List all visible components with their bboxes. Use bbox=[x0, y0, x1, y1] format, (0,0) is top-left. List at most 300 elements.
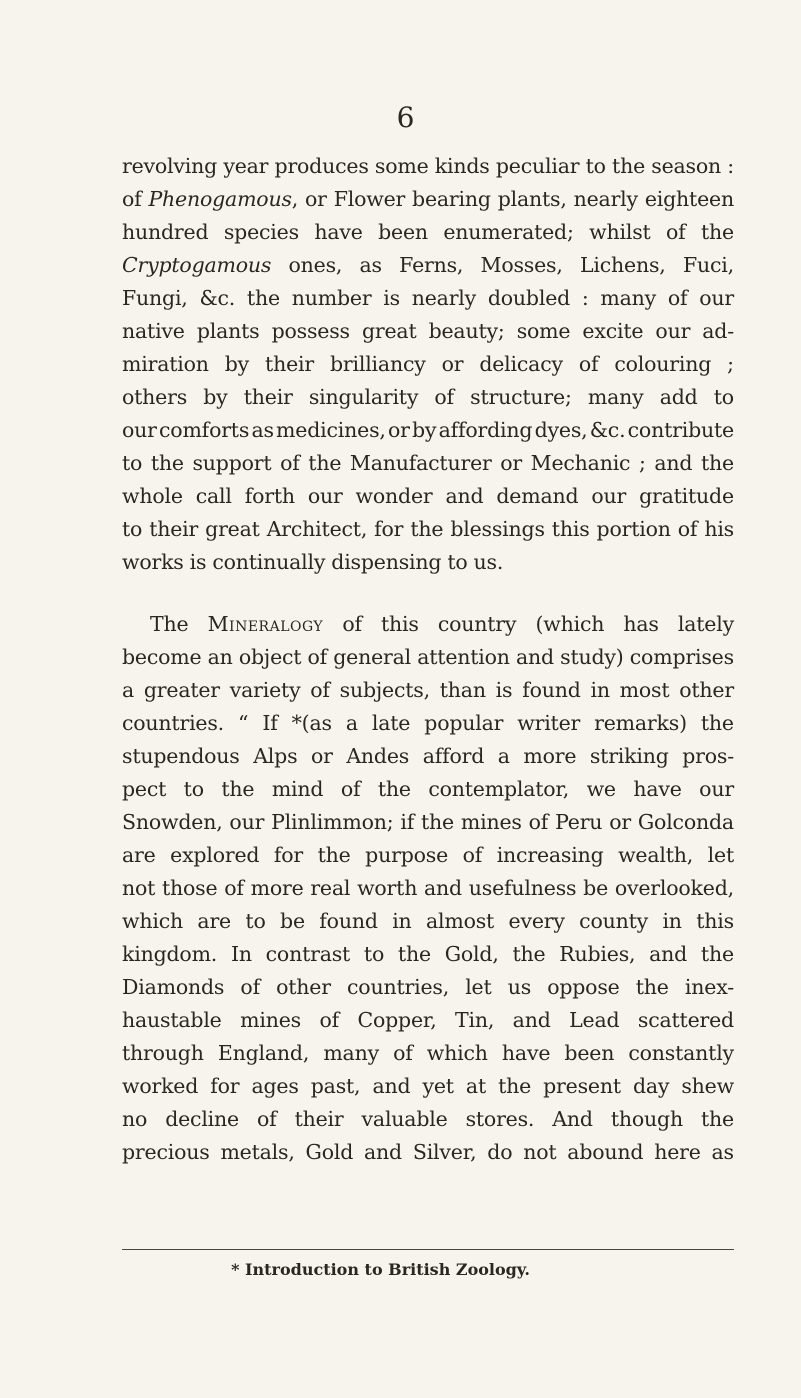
word: as bbox=[359, 253, 382, 277]
word: add bbox=[659, 385, 698, 409]
word: structure; bbox=[470, 385, 572, 409]
text-line bbox=[122, 1103, 734, 1136]
word: this bbox=[551, 517, 590, 541]
word: have bbox=[501, 1041, 551, 1065]
text-line bbox=[122, 447, 734, 480]
word: an bbox=[207, 645, 233, 669]
word: the bbox=[612, 154, 646, 178]
word: of bbox=[462, 843, 483, 867]
word: are bbox=[122, 843, 156, 867]
word: call bbox=[195, 484, 232, 508]
word: Manufacturer bbox=[349, 451, 492, 475]
word: the bbox=[377, 777, 411, 801]
word: comforts bbox=[159, 418, 250, 442]
word: of bbox=[122, 187, 142, 211]
word: and bbox=[364, 1140, 402, 1164]
word: produces bbox=[274, 154, 369, 178]
word: Fuci, bbox=[682, 253, 734, 277]
word: Silver, bbox=[412, 1140, 477, 1164]
word: (which bbox=[535, 612, 605, 636]
word: our bbox=[307, 484, 343, 508]
word: the bbox=[700, 451, 734, 475]
word: the bbox=[397, 942, 431, 966]
word: the bbox=[635, 975, 669, 999]
word: dyes, bbox=[534, 418, 588, 442]
word: or bbox=[305, 187, 327, 211]
word: comprises bbox=[629, 645, 734, 669]
word: past, bbox=[310, 1074, 361, 1098]
text-line bbox=[122, 608, 734, 641]
word: Tin, bbox=[455, 1008, 495, 1032]
word: Alps bbox=[253, 744, 298, 768]
word: attention bbox=[417, 645, 510, 669]
word: to bbox=[585, 154, 606, 178]
word: medicines, bbox=[276, 418, 386, 442]
text-line bbox=[122, 480, 734, 513]
word: Rubies, bbox=[559, 942, 636, 966]
word: yet bbox=[422, 1074, 454, 1098]
word: many bbox=[600, 286, 657, 310]
word: and bbox=[512, 1008, 551, 1032]
text-line bbox=[122, 806, 734, 839]
text-line bbox=[122, 183, 734, 216]
footnote-rule bbox=[122, 1249, 734, 1250]
word: contribute bbox=[627, 418, 734, 442]
word: found bbox=[319, 909, 378, 933]
word: of bbox=[319, 1008, 339, 1032]
word: contrast bbox=[265, 942, 351, 966]
word: Lead bbox=[569, 1008, 620, 1032]
word: lately bbox=[677, 612, 734, 636]
word: the bbox=[700, 220, 734, 244]
word: ; bbox=[727, 352, 734, 376]
word: and bbox=[649, 942, 688, 966]
word: Mineralogy bbox=[207, 612, 324, 636]
word: purpose bbox=[365, 843, 449, 867]
word: of bbox=[578, 352, 599, 376]
word: of bbox=[528, 810, 549, 834]
word: and bbox=[372, 1074, 411, 1098]
word: almost bbox=[425, 909, 495, 933]
word: afford bbox=[422, 744, 485, 768]
word: do bbox=[487, 1140, 513, 1164]
word: to bbox=[363, 942, 385, 966]
word: pros- bbox=[682, 744, 734, 768]
word: or bbox=[609, 810, 631, 834]
word: Architect, bbox=[266, 517, 368, 541]
word: And bbox=[552, 1107, 593, 1131]
word: support bbox=[192, 451, 272, 475]
word: some bbox=[374, 154, 429, 178]
word: which bbox=[122, 909, 183, 933]
word: us. bbox=[473, 550, 504, 574]
word: eighteen bbox=[644, 187, 734, 211]
word: county bbox=[579, 909, 649, 933]
word: in bbox=[662, 909, 682, 933]
word: plants bbox=[196, 319, 260, 343]
word: our bbox=[229, 810, 265, 834]
word: for bbox=[374, 517, 404, 541]
word: hundred bbox=[122, 220, 209, 244]
word: the bbox=[701, 1107, 734, 1131]
word: more bbox=[250, 876, 304, 900]
word: beauty; bbox=[428, 319, 505, 343]
word: Gold bbox=[305, 1140, 354, 1164]
word: of bbox=[280, 451, 300, 475]
word: Flower bbox=[333, 187, 406, 211]
word: valuable bbox=[361, 1107, 448, 1131]
word: have bbox=[314, 220, 363, 244]
word: oppose bbox=[547, 975, 620, 999]
word: If bbox=[262, 711, 278, 735]
word: study) bbox=[560, 645, 624, 669]
word: *(as bbox=[291, 711, 332, 735]
word: their bbox=[294, 1107, 344, 1131]
word: for bbox=[210, 1074, 240, 1098]
word: our bbox=[699, 777, 734, 801]
word: usefulness bbox=[468, 876, 577, 900]
word: Golconda bbox=[637, 810, 734, 834]
word: others bbox=[122, 385, 188, 409]
word: striking bbox=[589, 744, 669, 768]
word: ones, bbox=[288, 253, 343, 277]
word: their bbox=[149, 517, 199, 541]
word: or bbox=[387, 418, 410, 442]
word: other bbox=[679, 678, 734, 702]
word: countries. bbox=[122, 711, 224, 735]
word: inex- bbox=[684, 975, 734, 999]
word: blessings bbox=[450, 517, 545, 541]
word: metals, bbox=[220, 1140, 295, 1164]
word: Phenogamous, bbox=[148, 187, 299, 211]
word: of bbox=[224, 876, 244, 900]
word: scattered bbox=[637, 1008, 734, 1032]
text-line bbox=[122, 150, 734, 183]
word: affording bbox=[438, 418, 533, 442]
word: the bbox=[150, 451, 184, 475]
word: no bbox=[122, 1107, 148, 1131]
word: Andes bbox=[346, 744, 410, 768]
footnote: * Introduction to British Zoology. bbox=[231, 1260, 530, 1279]
word: not bbox=[523, 1140, 557, 1164]
word: great bbox=[361, 319, 417, 343]
word: gratitude bbox=[639, 484, 734, 508]
word: possess bbox=[271, 319, 350, 343]
word: miration bbox=[122, 352, 209, 376]
word: most bbox=[619, 678, 670, 702]
word: portion bbox=[596, 517, 671, 541]
word: the bbox=[700, 942, 734, 966]
word: the bbox=[410, 517, 444, 541]
word: variety bbox=[229, 678, 301, 702]
text-line bbox=[122, 249, 734, 282]
word: Plinlimmon; bbox=[271, 810, 394, 834]
word: his bbox=[704, 517, 734, 541]
word: explored bbox=[170, 843, 260, 867]
word: is bbox=[495, 678, 513, 702]
word: colouring bbox=[614, 352, 712, 376]
word: stores. bbox=[465, 1107, 535, 1131]
word: than bbox=[439, 678, 486, 702]
word: our bbox=[655, 319, 691, 343]
word: Diamonds bbox=[122, 975, 225, 999]
word: country bbox=[437, 612, 517, 636]
word: to bbox=[122, 517, 143, 541]
word: kinds bbox=[434, 154, 490, 178]
word: brilliancy bbox=[329, 352, 426, 376]
word: contemplator, bbox=[428, 777, 570, 801]
word: this bbox=[380, 612, 419, 636]
word: mines bbox=[460, 810, 522, 834]
text-line bbox=[122, 674, 734, 707]
word: popular bbox=[424, 711, 504, 735]
word: kingdom. bbox=[122, 942, 218, 966]
word: remarks) bbox=[594, 711, 687, 735]
word: though bbox=[610, 1107, 683, 1131]
word: doubled bbox=[487, 286, 571, 310]
word: in bbox=[392, 909, 412, 933]
word: been bbox=[564, 1041, 615, 1065]
word: our bbox=[122, 418, 157, 442]
word: is bbox=[383, 286, 400, 310]
text-line bbox=[122, 971, 734, 1004]
word: worth bbox=[357, 876, 418, 900]
word: we bbox=[586, 777, 616, 801]
word: day bbox=[632, 1074, 670, 1098]
word: mines bbox=[240, 1008, 301, 1032]
word: revolving bbox=[122, 154, 218, 178]
word: wonder bbox=[355, 484, 433, 508]
word: : bbox=[581, 286, 589, 310]
word: whole bbox=[122, 484, 183, 508]
word: more bbox=[523, 744, 577, 768]
word: this bbox=[696, 909, 734, 933]
word: countries, bbox=[347, 975, 450, 999]
word: Fungi, bbox=[122, 286, 188, 310]
text-line bbox=[122, 1037, 734, 1070]
word: be bbox=[583, 876, 609, 900]
word: “ bbox=[238, 711, 249, 735]
word: the bbox=[317, 843, 351, 867]
word: or bbox=[441, 352, 464, 376]
word: Mosses, bbox=[480, 253, 563, 277]
page-number: 6 bbox=[396, 101, 415, 134]
text-line bbox=[122, 938, 734, 971]
text-line bbox=[122, 905, 734, 938]
word: Mechanic bbox=[530, 451, 631, 475]
word: a bbox=[345, 711, 358, 735]
word: by bbox=[412, 418, 437, 442]
word: shew bbox=[681, 1074, 734, 1098]
word: mind bbox=[271, 777, 324, 801]
word: to bbox=[447, 550, 468, 574]
word: species bbox=[223, 220, 299, 244]
word: overlooked, bbox=[614, 876, 734, 900]
word: those bbox=[162, 876, 218, 900]
body-text bbox=[122, 150, 734, 1169]
word: some bbox=[516, 319, 571, 343]
word: abound bbox=[567, 1140, 644, 1164]
word: our bbox=[699, 286, 734, 310]
text-line bbox=[122, 1004, 734, 1037]
word: works bbox=[122, 550, 184, 574]
word: ad- bbox=[702, 319, 734, 343]
word: plants, bbox=[497, 187, 567, 211]
word: year bbox=[223, 154, 269, 178]
word: to bbox=[122, 451, 143, 475]
word: every bbox=[508, 909, 565, 933]
word: haustable bbox=[122, 1008, 222, 1032]
word: the bbox=[308, 451, 342, 475]
text-line bbox=[122, 546, 734, 579]
word: forth bbox=[244, 484, 295, 508]
word: many bbox=[323, 1041, 379, 1065]
word: which bbox=[426, 1041, 488, 1065]
paragraph-gap bbox=[122, 579, 734, 608]
word: for bbox=[273, 843, 304, 867]
word: constantly bbox=[628, 1041, 734, 1065]
text-line bbox=[122, 740, 734, 773]
word: of bbox=[342, 612, 362, 636]
word: Cryptogamous bbox=[122, 253, 272, 277]
text-line bbox=[122, 872, 734, 905]
word: whilst bbox=[589, 220, 651, 244]
word: England, bbox=[217, 1041, 310, 1065]
word: The bbox=[150, 612, 189, 636]
word: peculiar bbox=[495, 154, 580, 178]
word: in bbox=[590, 678, 610, 702]
word: season bbox=[651, 154, 722, 178]
word: pect bbox=[122, 777, 167, 801]
word: of bbox=[307, 645, 328, 669]
word: : bbox=[727, 154, 734, 178]
word: real bbox=[310, 876, 351, 900]
word: of bbox=[257, 1107, 277, 1131]
word: native bbox=[122, 319, 185, 343]
word: Snowden, bbox=[122, 810, 223, 834]
word: is bbox=[189, 550, 207, 574]
word: the bbox=[498, 1074, 532, 1098]
word: a bbox=[122, 678, 135, 702]
word: ; bbox=[639, 451, 646, 475]
word: to bbox=[713, 385, 734, 409]
word: present bbox=[543, 1074, 621, 1098]
word: and bbox=[515, 645, 554, 669]
word: by bbox=[224, 352, 250, 376]
word: as bbox=[251, 418, 274, 442]
word: of bbox=[240, 975, 260, 999]
text-line bbox=[122, 1136, 734, 1169]
word: demand bbox=[496, 484, 579, 508]
word: the bbox=[700, 711, 734, 735]
text-line bbox=[122, 381, 734, 414]
word: or bbox=[500, 451, 523, 475]
word: by bbox=[203, 385, 228, 409]
word: &c. bbox=[589, 418, 626, 442]
word: object bbox=[238, 645, 302, 669]
word: increasing bbox=[496, 843, 604, 867]
word: Gold, bbox=[444, 942, 499, 966]
word: many bbox=[587, 385, 644, 409]
word: a bbox=[497, 744, 510, 768]
text-line bbox=[122, 513, 734, 546]
word: of bbox=[310, 678, 330, 702]
word: our bbox=[591, 484, 627, 508]
word: if bbox=[400, 810, 415, 834]
word: of bbox=[434, 385, 454, 409]
word: Ferns, bbox=[399, 253, 464, 277]
word: here bbox=[654, 1140, 701, 1164]
word: have bbox=[633, 777, 682, 801]
word: number bbox=[291, 286, 372, 310]
word: great bbox=[205, 517, 260, 541]
word: of bbox=[677, 517, 698, 541]
word: the bbox=[221, 777, 255, 801]
text-line bbox=[122, 315, 734, 348]
word: wealth, bbox=[618, 843, 694, 867]
word: decline bbox=[165, 1107, 239, 1131]
word: let bbox=[707, 843, 734, 867]
word: worked bbox=[122, 1074, 199, 1098]
word: ages bbox=[251, 1074, 299, 1098]
word: found bbox=[522, 678, 581, 702]
word: nearly bbox=[411, 286, 477, 310]
word: at bbox=[465, 1074, 486, 1098]
word: to bbox=[183, 777, 204, 801]
word: has bbox=[623, 612, 659, 636]
word: been bbox=[378, 220, 428, 244]
word: to bbox=[245, 909, 266, 933]
word: through bbox=[122, 1041, 204, 1065]
word: greater bbox=[143, 678, 220, 702]
word: delicacy bbox=[479, 352, 563, 376]
word: be bbox=[280, 909, 305, 933]
word: other bbox=[276, 975, 331, 999]
word: late bbox=[371, 711, 411, 735]
word: of bbox=[666, 220, 686, 244]
word: enumerated; bbox=[443, 220, 574, 244]
word: subjects, bbox=[339, 678, 430, 702]
text-line bbox=[122, 216, 734, 249]
text-line bbox=[122, 839, 734, 872]
word: &c. bbox=[199, 286, 236, 310]
word: continually bbox=[212, 550, 326, 574]
text-line bbox=[122, 707, 734, 740]
word: precious bbox=[122, 1140, 210, 1164]
word: Lichens, bbox=[580, 253, 666, 277]
text-line bbox=[122, 282, 734, 315]
word: us bbox=[507, 975, 532, 999]
word: excite bbox=[582, 319, 644, 343]
word: of bbox=[393, 1041, 413, 1065]
word: are bbox=[197, 909, 231, 933]
text-line bbox=[122, 773, 734, 806]
word: of bbox=[340, 777, 361, 801]
word: dispensing bbox=[331, 550, 442, 574]
text-line bbox=[122, 641, 734, 674]
word: let bbox=[465, 975, 492, 999]
word: and bbox=[424, 876, 462, 900]
word: the bbox=[512, 942, 546, 966]
text-line bbox=[122, 348, 734, 381]
word: or bbox=[310, 744, 333, 768]
word: general bbox=[333, 645, 412, 669]
word: and bbox=[445, 484, 484, 508]
text-line bbox=[122, 1070, 734, 1103]
word: the bbox=[421, 810, 454, 834]
word: of bbox=[667, 286, 688, 310]
word: and bbox=[654, 451, 693, 475]
